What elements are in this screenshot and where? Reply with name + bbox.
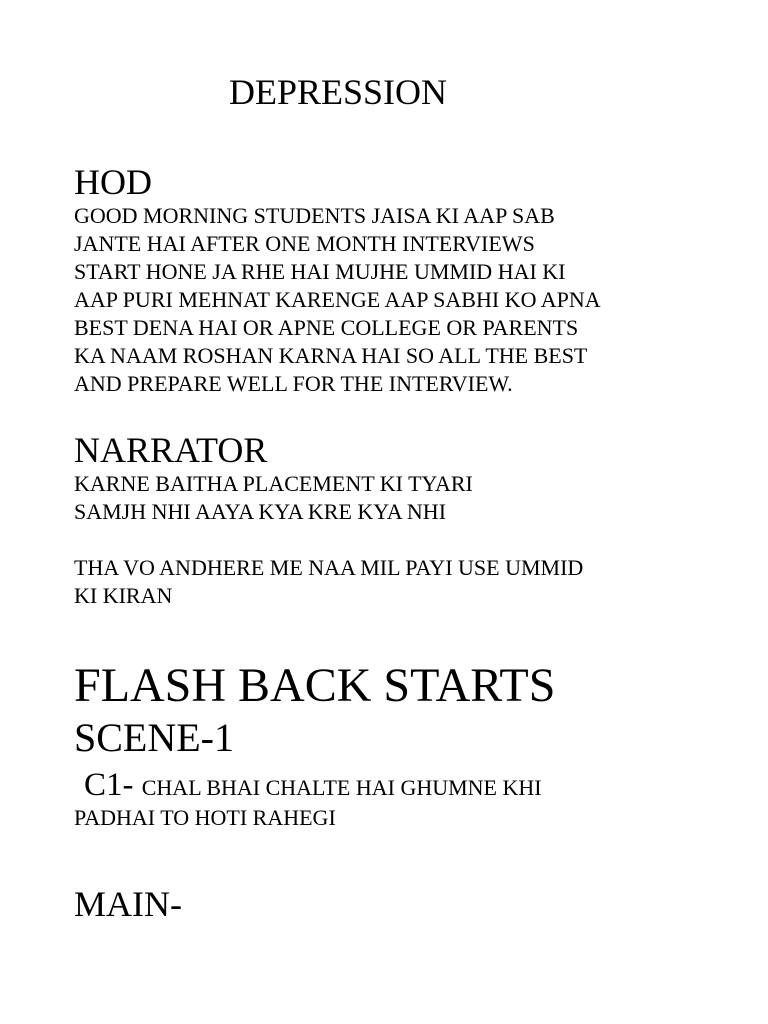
flashback-heading: FLASH BACK STARTS [74, 659, 556, 712]
hod-speaker: HOD [74, 162, 152, 202]
narrator-text-1: KARNE BAITHA PLACEMENT KI TYARI SAMJH NHI AAYA KYA KRE KYA NHI [74, 471, 473, 524]
flashback-section [74, 658, 734, 762]
document-title: DEPRESSION [229, 72, 448, 112]
c1-text-first: CHAL BHAI CHALTE HAI GHUMNE KHI [141, 775, 542, 800]
hod-dialogue: GOOD MORNING STUDENTS JAISA KI AAP SAB JANTE HAI AFTER ONE MONTH INTERVIEWS START HONE JA RHE HAI MUJHE UMMID HAI KI AAP PURI MEHNAT KARENGE AAP SABHI KO APNA BEST DENA HAI OR APNE COLLEGE OR PARENTS KA NAAM ROSHAN KARNA HAI SO ALL THE BEST AND PREPARE WELL FOR THE INTERVIEW. [74, 203, 601, 396]
hod-section [74, 162, 734, 398]
narrator-text-2: THA VO ANDHERE ME NAA MIL PAYI USE UMMID KI KIRAN [74, 555, 584, 608]
scene-heading: SCENE-1 [74, 715, 234, 760]
c1-section [74, 767, 734, 833]
c1-line-1 [74, 767, 734, 803]
main-section [74, 884, 734, 924]
main-speaker: MAIN- [74, 884, 182, 924]
narrator-speaker: NARRATOR [74, 430, 268, 470]
c1-text-second: PADHAI TO HOTI RAHEGI [74, 805, 336, 830]
c1-speaker: C1- [84, 767, 142, 803]
narrator-section [74, 430, 734, 610]
